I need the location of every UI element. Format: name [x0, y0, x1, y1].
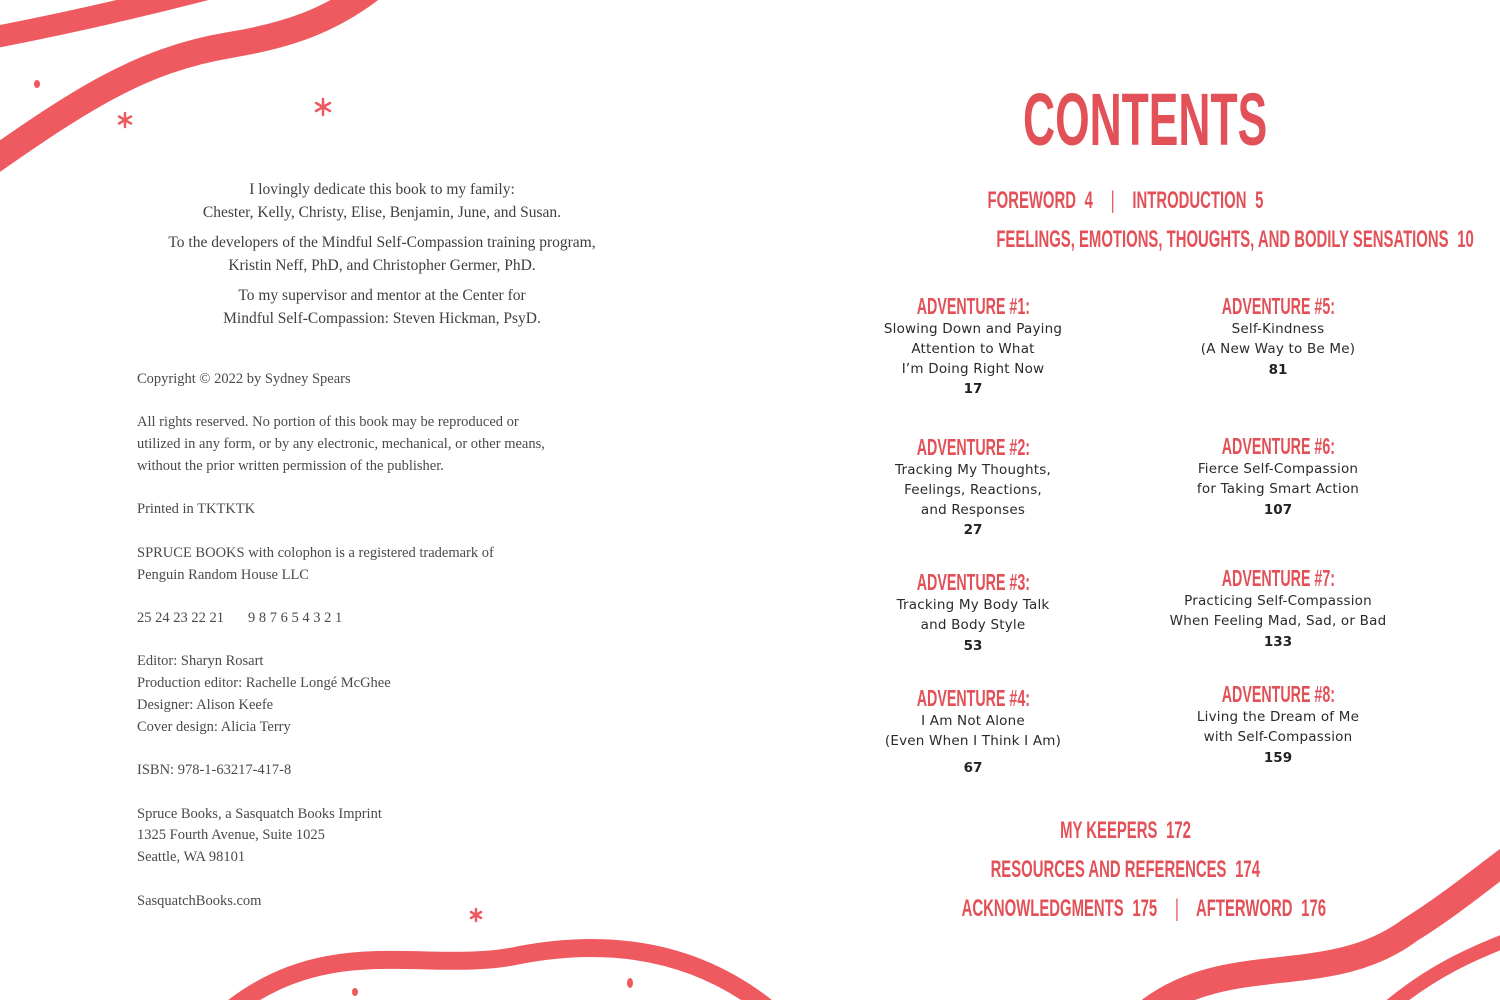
ribbon-swoosh-icon: [230, 948, 770, 1000]
toc-label: RESOURCES AND REFERENCES: [990, 856, 1227, 883]
adventure-title: ADVENTURE #3:: [916, 569, 1030, 595]
adventure-title: ADVENTURE #5:: [1221, 293, 1335, 319]
toc-front-matter: [850, 187, 1400, 215]
toc-page-number: 10: [1457, 226, 1474, 253]
isbn: ISBN: 978-1-63217-417-8: [137, 762, 292, 779]
dedication-line: To my supervisor and mentor at the Center for: [238, 287, 526, 304]
toc-adventure-2[interactable]: [843, 434, 1103, 540]
adventure-line: and Responses: [920, 501, 1026, 518]
adventure-page-number: 133: [1263, 633, 1293, 650]
adventure-page-number: 107: [1263, 501, 1293, 518]
adventure-title: ADVENTURE #1:: [916, 293, 1030, 319]
adventure-line: Feelings, Reactions,: [904, 481, 1042, 498]
toc-acknowledgments[interactable]: [962, 895, 1158, 922]
dot-decoration: [352, 988, 358, 996]
adventure-description: [843, 596, 1103, 636]
credit-line: Designer: Alison Keefe: [137, 696, 274, 713]
trademark-line: SPRUCE BOOKS with colophon is a registered trademark of: [137, 544, 494, 561]
adventure-page-number: 17: [963, 381, 983, 398]
toc-page-number: 172: [1165, 817, 1191, 844]
toc-label: AFTERWORD: [1196, 895, 1293, 922]
adventure-description: [843, 320, 1103, 379]
toc-page-number: 176: [1301, 895, 1327, 922]
adventure-page-number: 27: [963, 522, 983, 539]
toc-introduction[interactable]: [1132, 187, 1263, 214]
adventure-line: I Am Not Alone: [921, 713, 1025, 729]
adventure-description: [1148, 708, 1408, 748]
address-line: Spruce Books, a Sasquatch Books Imprint: [137, 805, 382, 822]
toc-label: ACKNOWLEDGMENTS: [961, 895, 1124, 922]
dedication-developers: [137, 231, 627, 277]
toc-keepers[interactable]: [850, 817, 1400, 845]
print-years: 25 24 23 22 21: [137, 609, 224, 626]
credit-line: Editor: Sharyn Rosart: [137, 653, 264, 670]
adventure-title: ADVENTURE #2:: [916, 434, 1030, 460]
dedication-line: I lovingly dedicate this book to my family:: [249, 181, 515, 198]
dedication: [137, 178, 627, 337]
dedication-line: Mindful Self-Compassion: Steven Hickman, PsyD.: [223, 310, 541, 327]
toc-label: FOREWORD: [987, 187, 1076, 214]
toc-adventure-3[interactable]: [843, 569, 1103, 656]
adventure-title: ADVENTURE #8:: [1221, 681, 1335, 707]
toc-separator: |: [1174, 895, 1179, 922]
dedication-family: [137, 178, 627, 224]
adventure-line: with Self-Compassion: [1203, 728, 1353, 745]
toc-adventure-7[interactable]: [1148, 565, 1408, 652]
adventure-description: [1148, 460, 1408, 500]
printing-numbers: [137, 608, 637, 630]
rights-line: All rights reserved. No portion of this book may be reproduced or: [137, 414, 519, 431]
print-run: 9 8 7 6 5 4 3 2 1: [248, 609, 343, 626]
toc-label: FEELINGS, EMOTIONS, THOUGHTS, AND BODILY SENSATIONS: [996, 226, 1449, 253]
dedication-mentor: [137, 284, 627, 330]
colophon: [137, 369, 637, 934]
ribbon-swoosh-icon: [0, 0, 260, 40]
adventure-line: Slowing Down and Paying: [883, 321, 1063, 337]
ribbon-swoosh-icon: [0, 0, 370, 170]
adventure-line: Tracking My Body Talk: [896, 597, 1050, 613]
dedication-line: Kristin Neff, PhD, and Christopher Germer, PhD.: [228, 257, 536, 274]
credit-line: Cover design: Alicia Terry: [137, 718, 291, 735]
trademark-line: Penguin Random House LLC: [137, 566, 309, 583]
toc-adventure-8[interactable]: [1148, 681, 1408, 768]
rights-line: without the prior written permission of the publisher.: [137, 457, 444, 474]
adventure-description: [843, 712, 1103, 752]
adventure-title: ADVENTURE #7:: [1221, 565, 1335, 591]
toc-page-number: 4: [1084, 187, 1093, 214]
adventure-title: ADVENTURE #4:: [916, 685, 1030, 711]
adventure-page-number: 53: [963, 637, 983, 654]
toc-page-number: 174: [1234, 856, 1260, 883]
trademark-notice: [137, 543, 637, 587]
dot-decoration: [627, 978, 633, 988]
toc-adventure-5[interactable]: [1148, 293, 1408, 380]
publisher-address: [137, 804, 637, 869]
adventure-line: I’m Doing Right Now: [901, 360, 1045, 377]
toc-separator: |: [1110, 187, 1115, 214]
toc-foreword[interactable]: [987, 187, 1092, 214]
ribbon-swoosh-icon: [1380, 935, 1500, 1000]
rights-statement: [137, 412, 637, 477]
rights-line: utilized in any form, or by any electronic, mechanical, or other means,: [137, 436, 545, 453]
adventure-line: Practicing Self-Compassion: [1184, 593, 1372, 609]
adventure-line: Tracking My Thoughts,: [895, 462, 1051, 478]
toc-adventure-1[interactable]: [843, 293, 1103, 399]
adventure-line: When Feeling Mad, Sad, or Bad: [1169, 612, 1387, 629]
toc-resources[interactable]: [850, 856, 1400, 884]
toc-label: INTRODUCTION: [1131, 187, 1246, 214]
contents-title: CONTENTS: [1023, 78, 1268, 161]
toc-afterword[interactable]: [1196, 895, 1326, 922]
dedication-line: Chester, Kelly, Christy, Elise, Benjamin, June, and Susan.: [202, 204, 562, 221]
publisher-website: SasquatchBooks.com: [137, 892, 262, 909]
dot-decoration: [34, 80, 40, 88]
adventure-line: Self-Kindness: [1231, 321, 1325, 337]
toc-adventure-4[interactable]: [843, 685, 1103, 778]
adventure-description: [843, 461, 1103, 520]
asterisk-icon: [316, 99, 330, 115]
adventure-line: Attention to What: [911, 340, 1035, 357]
dedication-line: To the developers of the Mindful Self-Compassion training program,: [168, 234, 596, 251]
adventure-page-number: 81: [1268, 361, 1288, 378]
adventure-line: Fierce Self-Compassion: [1197, 461, 1359, 477]
toc-label: MY KEEPERS: [1059, 817, 1157, 844]
asterisk-icon: [119, 113, 131, 127]
adventure-page-number: 67: [963, 759, 983, 776]
printed-in: Printed in TKTKTK: [137, 501, 256, 518]
credits: [137, 651, 637, 738]
address-line: Seattle, WA 98101: [137, 849, 246, 866]
adventure-title: ADVENTURE #6:: [1221, 433, 1335, 459]
adventure-page-number: 159: [1263, 749, 1293, 766]
toc-feelings[interactable]: [850, 226, 1474, 254]
toc-page-number: 5: [1254, 187, 1263, 214]
adventure-line: Living the Dream of Me: [1196, 709, 1360, 725]
credit-line: Production editor: Rachelle Longé McGhee: [137, 675, 391, 692]
adventure-description: [1148, 320, 1408, 360]
adventure-line: (Even When I Think I Am): [884, 732, 1062, 749]
copyright-line: Copyright © 2022 by Sydney Spears: [137, 371, 351, 387]
toc-back-matter: [850, 895, 1400, 923]
adventure-line: and Body Style: [920, 616, 1026, 633]
adventure-line: (A New Way to Be Me): [1200, 340, 1356, 357]
adventure-line: for Taking Smart Action: [1196, 480, 1360, 497]
toc-adventure-6[interactable]: [1148, 433, 1408, 520]
toc-page-number: 175: [1132, 895, 1158, 922]
adventure-description: [1148, 592, 1408, 632]
address-line: 1325 Fourth Avenue, Suite 1025: [137, 827, 325, 844]
